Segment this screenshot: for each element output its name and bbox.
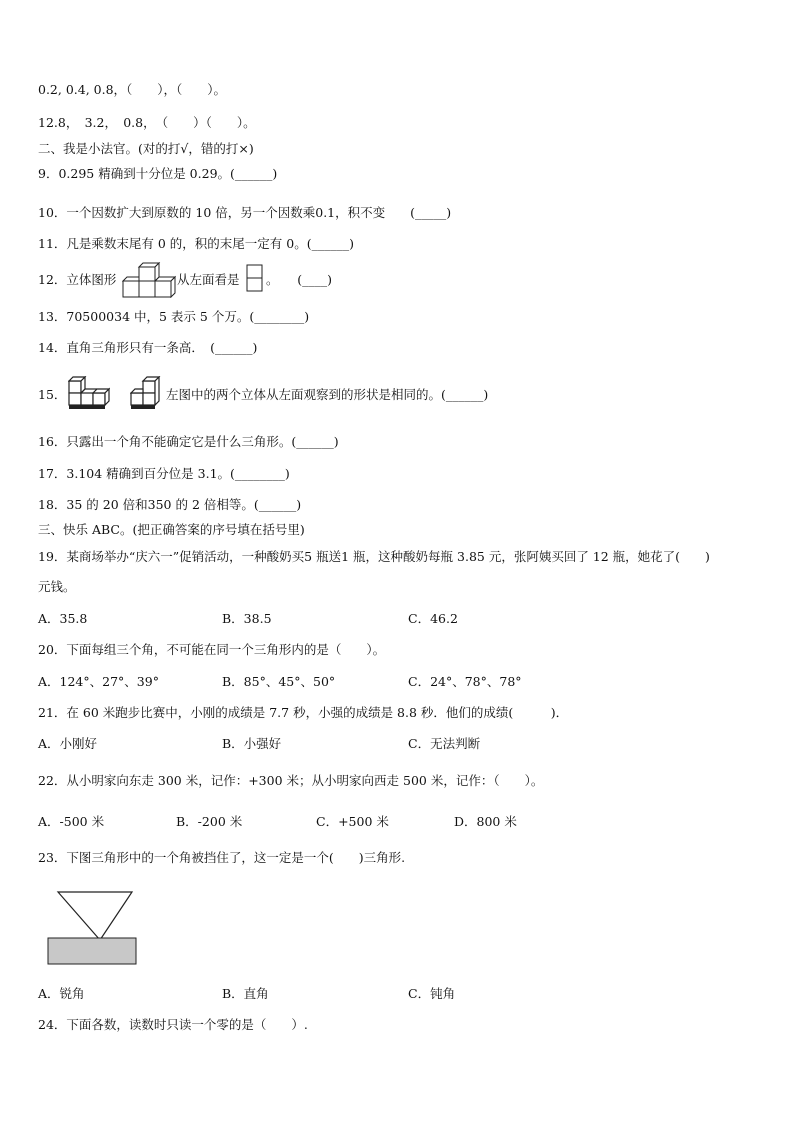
question-17: 17．3.104 精确到百分位是 3.1。(________): [38, 466, 290, 481]
question-10: 10．一个因数扩大到原数的 10 倍，另一个因数乘0.1，积不变 (_____): [38, 205, 452, 220]
q22-option-d: D．800 米: [454, 814, 517, 829]
question-15: 15．: [38, 387, 67, 402]
q19-option-b: B．38.5: [222, 611, 272, 626]
question-18: 18．35 的 20 倍和350 的 2 倍相等。(______): [38, 497, 302, 512]
section-3-heading: 三、快乐 ABC。(把正确答案的序号填在括号里): [38, 522, 305, 537]
q20-option-c: C．24°、78°、78°: [408, 674, 522, 689]
question-16: 16．只露出一个角不能确定它是什么三角形。(______): [38, 434, 339, 449]
cube-stack-figure: [122, 262, 176, 298]
solid-figure-left: [68, 376, 110, 414]
side-view-figure: [246, 264, 264, 294]
question-12-end: 。 (____): [266, 272, 333, 287]
q21-option-c: C．无法判断: [408, 736, 481, 751]
q22-option-c: C．+500 米: [316, 814, 389, 829]
section-2-heading: 二、我是小法官。(对的打√，错的打×): [38, 141, 254, 156]
q22-option-a: A．-500 米: [38, 814, 105, 829]
q23-option-c: C．钝角: [408, 986, 456, 1001]
question-24: 24．下面各数，读数时只读一个零的是（ ）.: [38, 1017, 308, 1032]
question-20: 20．下面每组三个角，不可能在同一个三角形内的是（ ）。: [38, 642, 386, 657]
question-19-cont: 元钱。: [38, 579, 76, 594]
question-12-text-a: 12．立体图形: [38, 272, 117, 287]
q23-option-a: A．锐角: [38, 986, 85, 1001]
question-15-text: 左图中的两个立体从左面观察到的形状是相同的。(______): [166, 387, 489, 402]
q22-option-b: B．-200 米: [176, 814, 243, 829]
q20-option-b: B．85°、45°、50°: [222, 674, 336, 689]
question-9: 9．0.295 精确到十分位是 0.29。(______): [38, 166, 278, 181]
question-11: 11．凡是乘数末尾有 0 的，积的末尾一定有 0。(______): [38, 236, 354, 251]
question-21: 21．在 60 米跑步比赛中，小刚的成绩是 7.7 秒，小强的成绩是 8.8 秒．他们的成绩( )．: [38, 705, 569, 720]
q21-option-a: A．小刚好: [38, 736, 98, 751]
question-top-2: 12.8， 3.2， 0.8， （ ）（ ）。: [38, 115, 256, 130]
hidden-angle-triangle-figure: [44, 888, 140, 968]
q19-option-c: C．46.2: [408, 611, 458, 626]
question-23: 23．下图三角形中的一个角被挡住了，这一定是一个( )三角形.: [38, 850, 406, 865]
question-13: 13．70500034 中，5 表示 5 个万。(________): [38, 309, 310, 324]
question-12: [38, 272, 116, 288]
question-22: 22．从小明家向东走 300 米，记作：+300 米；从小明家向西走 500 米，记作：（ ）。: [38, 773, 544, 788]
question-top-1: 0.2, 0.4, 0.8，（ ），（ ）。: [38, 82, 227, 97]
q19-option-a: A．35.8: [38, 611, 88, 626]
question-14: 14．直角三角形只有一条高． (______): [38, 340, 258, 355]
q20-option-a: A．124°、27°、39°: [38, 674, 159, 689]
solid-figure-right: [130, 376, 164, 414]
question-19: 19．某商场举办“庆六一”促销活动，一种酸奶买5 瓶送1 瓶，这种酸奶每瓶 3.85 元，张阿姨买回了 12 瓶，她花了( ): [38, 549, 710, 564]
question-12-mid: 从左面看是: [177, 272, 240, 287]
q21-option-b: B．小强好: [222, 736, 282, 751]
q23-option-b: B．直角: [222, 986, 269, 1001]
